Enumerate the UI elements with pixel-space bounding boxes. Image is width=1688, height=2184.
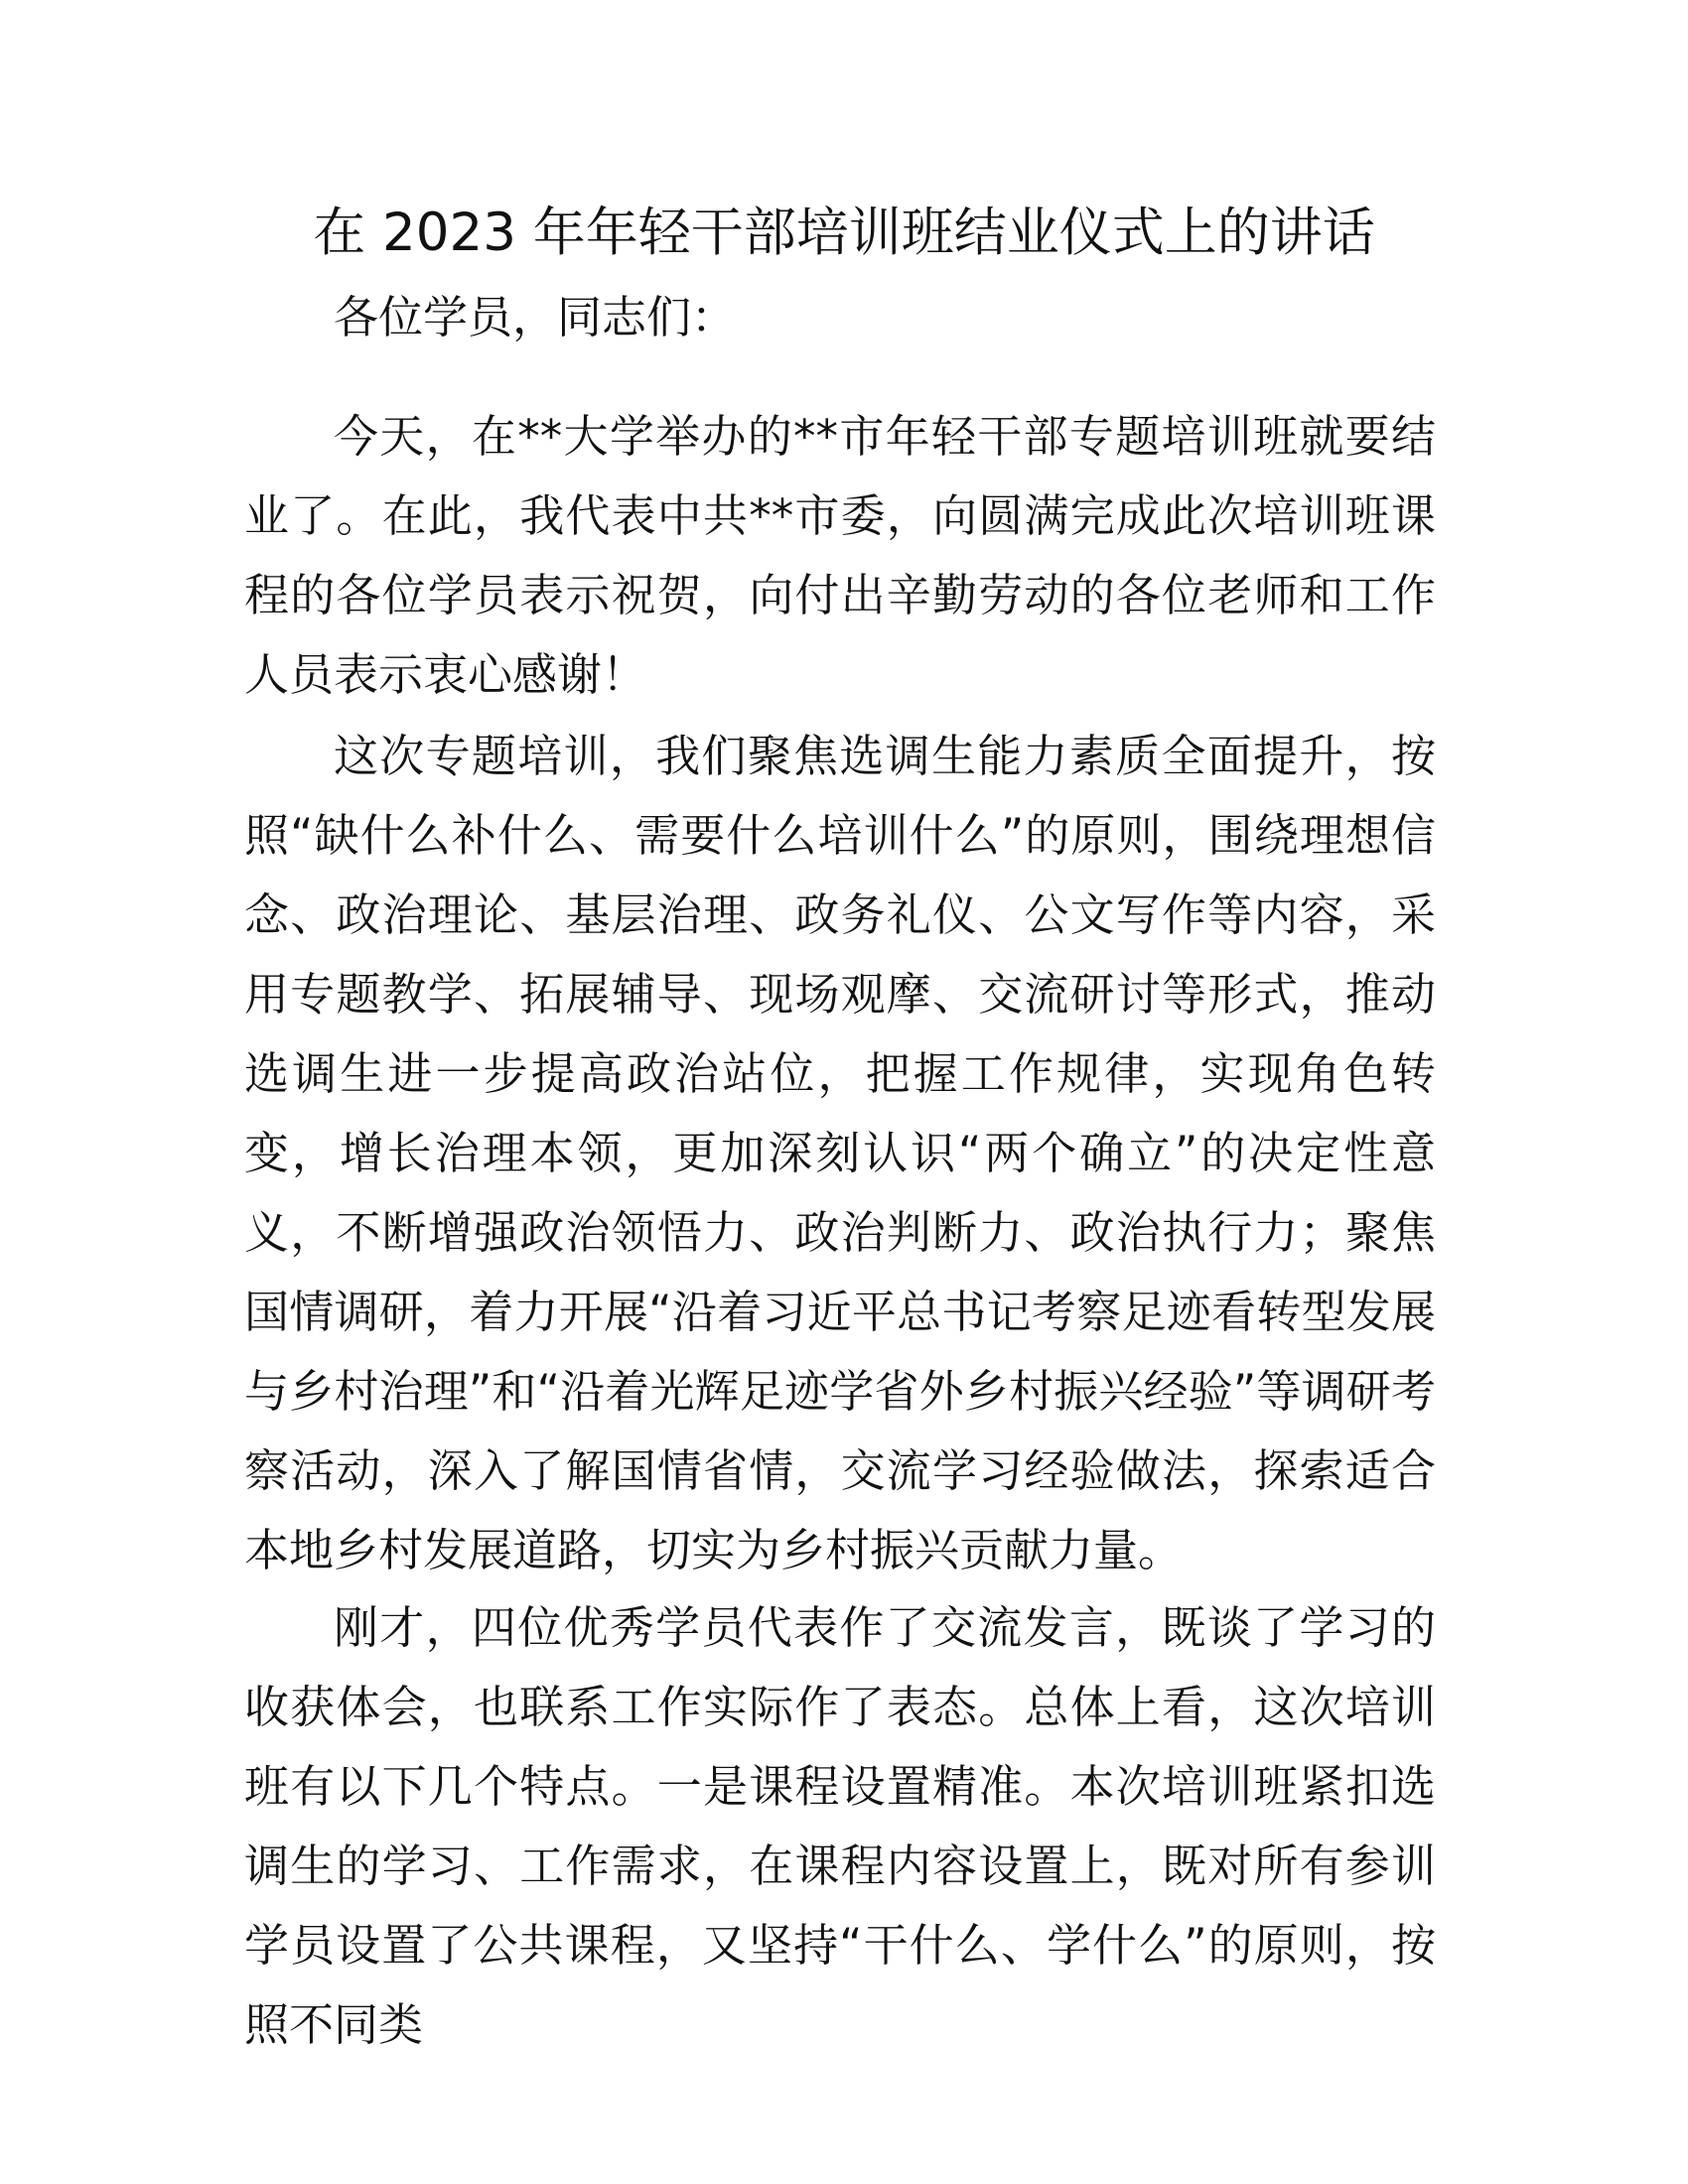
paragraph-text: 这次专题培训，我们聚焦选调生能力素质全面提升，按照“缺什么补什么、需要什么培训什么”的原则，围绕理想信念、政治理论、基层治理、政务礼仪、公文写作等内容，采用专题教学、拓展辅导、现场观摩、交流研讨等形式，推动选调生进一步提高政治站位，把握工作规律，实现角色转变，增长治理本领，更加深刻认识“两个确立”的决定性意义，不断增强政治领悟力、政治判断力、政治执行力；聚焦国情调研，着力开展“沿着习近平总书记考察足迹看转型发展与乡村治理”和“沿着光辉足迹学省外乡村振兴经验”等调研考察活动，深入了解国情省情，交流学习经验做法，探索适合本地乡村发展道路，切实为乡村振兴贡献力量。 [244, 730, 1436, 1576]
paragraph-features [244, 1588, 1436, 2065]
paragraph-text: 刚才，四位优秀学员代表作了交流发言，既谈了学习的收获体会，也联系工作实际作了表态。总体上看，这次培训班有以下几个特点。一是课程设置精准。本次培训班紧扣选调生的学习、工作需求，在课程内容设置上，既对所有参训学员设置了公共课程，又坚持“干什么、学什么”的原则，按照不同类 [244, 1601, 1436, 2051]
paragraph-training-summary [244, 717, 1436, 1590]
paragraph-opening [244, 397, 1436, 715]
paragraph-text: 今天，在**大学举办的**市年轻干部专题培训班就要结业了。在此，我代表中共**市委，向圆满完成此次培训班课程的各位学员表示祝贺，向付出辛勤劳动的各位老师和工作人员表示衷心感谢！ [244, 410, 1436, 701]
salutation: 各位学员，同志们： [334, 291, 737, 343]
page-title: 在 2023 年年轻干部培训班结业仪式上的讲话 [313, 203, 1375, 263]
